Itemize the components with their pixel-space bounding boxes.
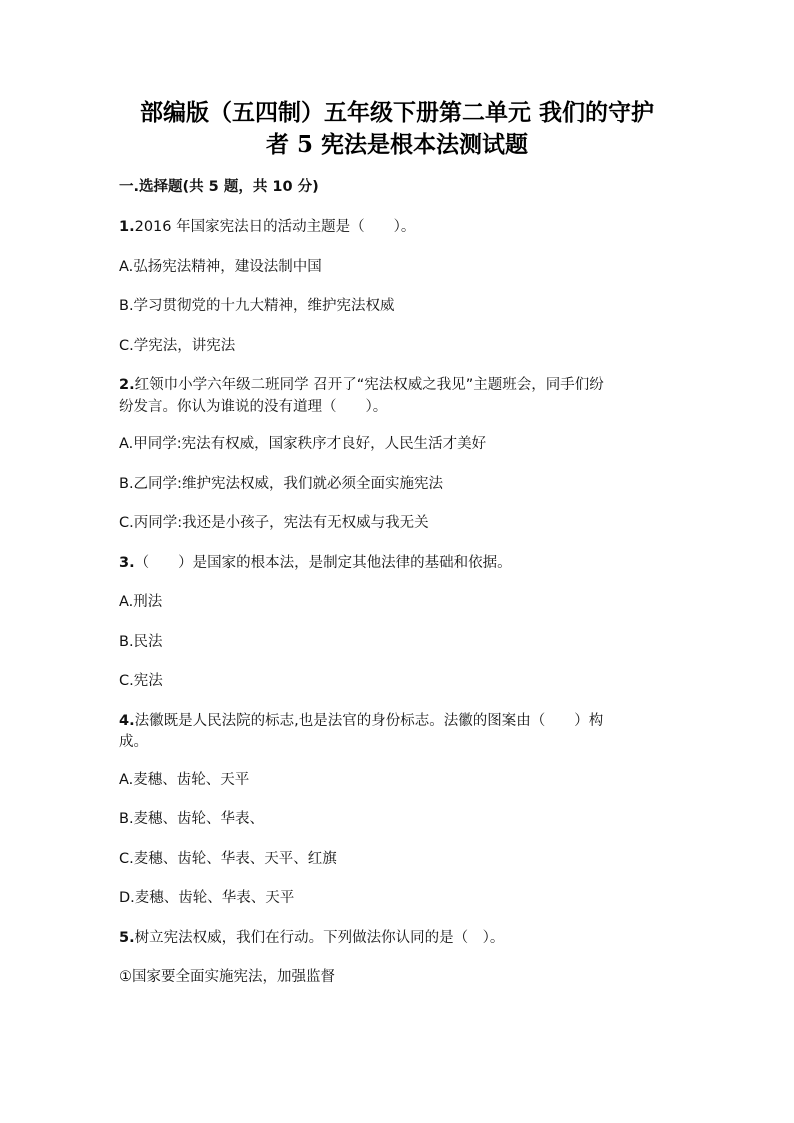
question-4-option-a: A.麦穗、齿轮、天平 [119,772,250,788]
question-1 [119,216,415,238]
question-4-continued: 成。 [119,734,148,750]
question-2-option-b: B.乙同学:维护宪法权威，我们就必须全面实施宪法 [119,476,443,492]
question-number: 5. [119,930,135,946]
title-line-1: 部编版（五四制）五年级下册第二单元 我们的守护 [139,99,654,126]
question-5-statement-1: ①国家要全面实施宪法，加强监督 [119,969,335,985]
question-4-option-b: B.麦穗、齿轮、华表、 [119,811,265,827]
question-2-option-a: A.甲同学:宪法有权威，国家秩序才良好，人民生活才美好 [119,436,487,452]
question-4 [119,710,603,732]
question-3-option-c: C.宪法 [119,673,163,689]
question-text: （ ）是国家的根本法，是制定其他法律的基础和依据。 [134,555,512,571]
question-number: 4. [119,713,135,729]
question-4-option-c: C.麦穗、齿轮、华表、天平、红旗 [119,851,337,867]
question-3 [119,552,512,574]
question-2 [119,374,604,396]
question-1-option-a: A.弘扬宪法精神，建设法制中国 [119,259,322,275]
question-text: 法徽既是人民法院的标志,也是法官的身份标志。法徽的图案由（ ）构 [134,713,604,729]
question-2-option-c: C.丙同学:我还是小孩子，宪法有无权威与我无关 [119,515,429,531]
question-5 [119,927,504,949]
question-text: 树立宪法权威，我们在行动。下列做法你认同的是（ ）。 [134,930,505,946]
question-number: 3. [119,555,135,571]
question-number: 2. [119,377,135,393]
question-1-option-b: B.学习贯彻党的十九大精神，维护宪法权威 [119,298,395,314]
title-line-2: 者 5 宪法是根本法测试题 [265,131,529,158]
question-2-continued: 纷发言。你认为谁说的没有道理（ ）。 [119,399,388,415]
question-text: 2016 年国家宪法日的活动主题是（ ）。 [134,219,416,235]
question-text: 红领巾小学六年级二班同学 召开了“宪法权威之我见”主题班会，同手们纷 [134,377,604,393]
section-heading: 一.选择题(共 5 题，共 10 分) [119,179,319,195]
question-3-option-a: A.刑法 [119,594,163,610]
question-4-option-d: D.麦穗、齿轮、华表、天平 [119,890,295,906]
question-3-option-b: B.民法 [119,634,163,650]
question-number: 1. [119,219,135,235]
question-1-option-c: C.学宪法，讲宪法 [119,338,236,354]
